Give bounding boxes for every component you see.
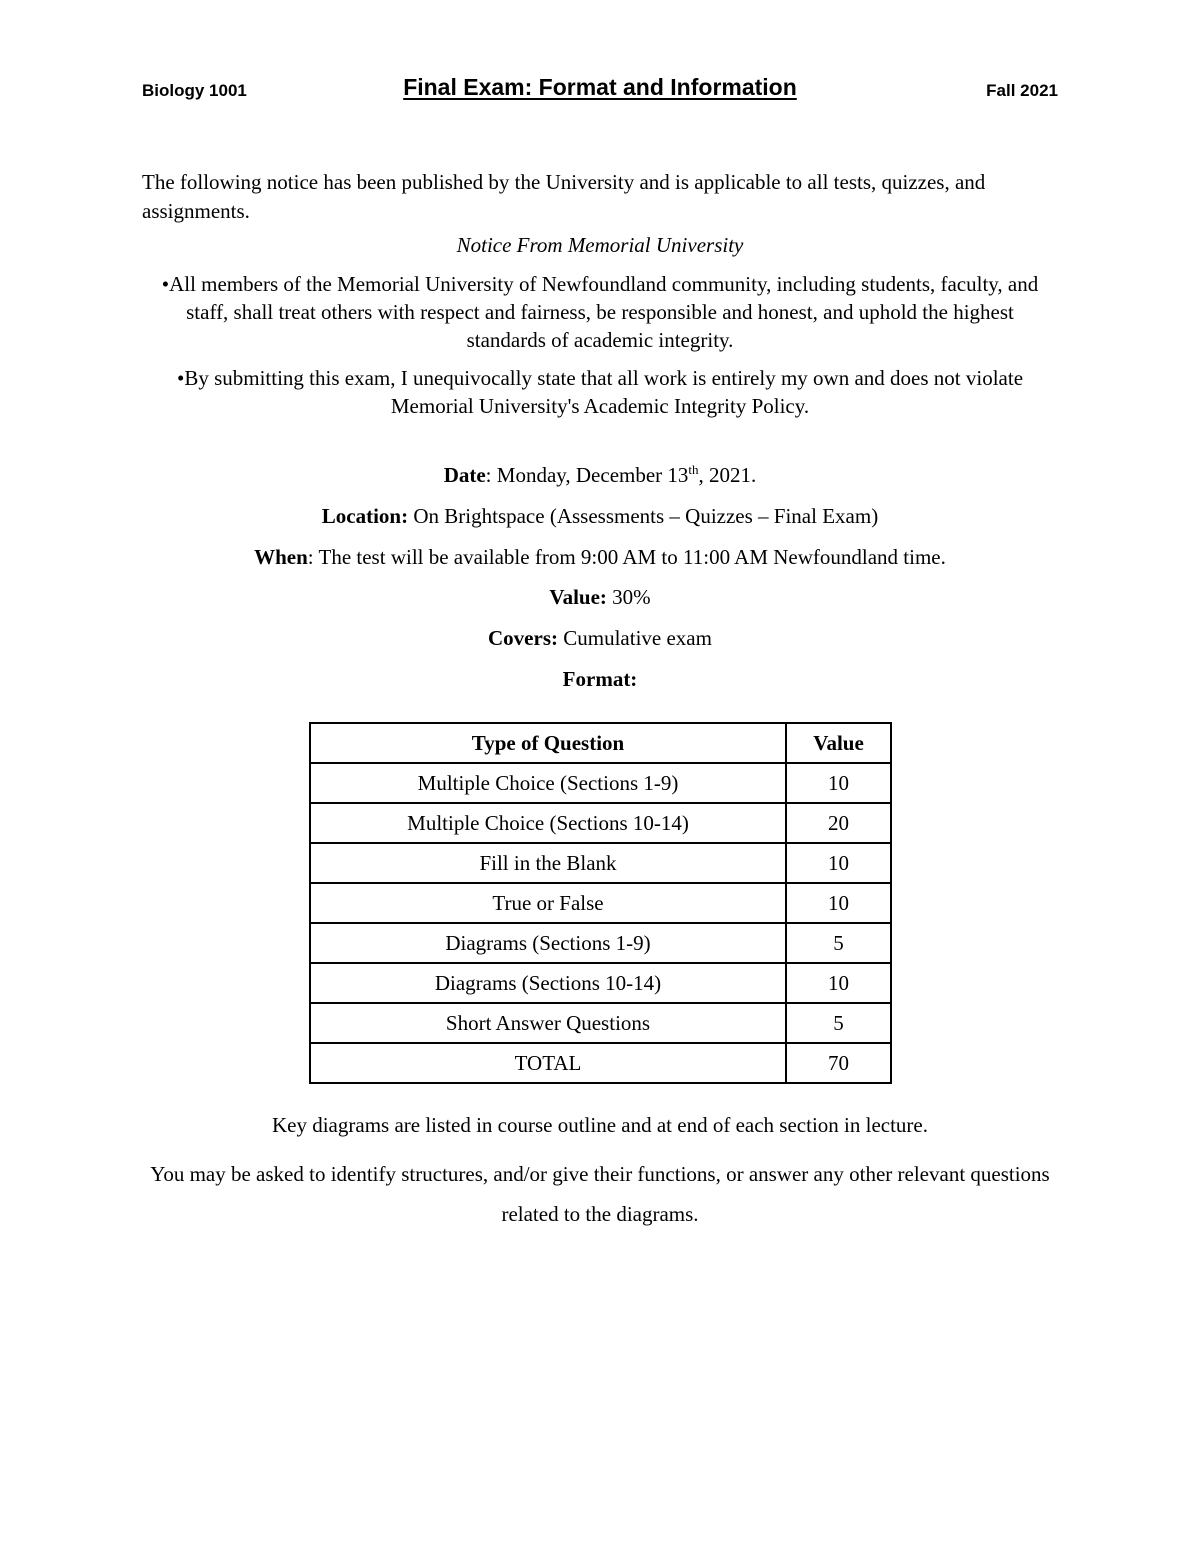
diagram-instructions: You may be asked to identify structures, and/or give their functions, or answer any other relevant questions related to the diagrams. [150, 1162, 1050, 1226]
question-type-cell: Diagrams (Sections 1-9) [310, 923, 786, 963]
table-row [310, 1003, 891, 1043]
notice-paragraph-integrity: •By submitting this exam, I unequivocally state that all work is entirely my own and does not violate Memorial University's Academic Integrity Policy. [176, 366, 1024, 418]
question-type-cell: True or False [310, 883, 786, 923]
table-row [310, 923, 891, 963]
question-type-cell: Multiple Choice (Sections 1-9) [310, 763, 786, 803]
diagram-note: Key diagrams are listed in course outline and at end of each section in lecture. [271, 1113, 928, 1137]
table-row [310, 803, 891, 843]
question-value-cell: 5 [786, 923, 891, 963]
page-header [0, 74, 1200, 108]
intro-paragraph: The following notice has been published by the University and is applicable to all tests, quizzes, and assignments. [142, 170, 986, 223]
column-header-type: Type of Question [310, 723, 786, 763]
document-title: Final Exam: Format and Information [403, 74, 797, 100]
course-name: Biology 1001 [142, 81, 247, 100]
term-label: Fall 2021 [986, 81, 1058, 100]
exam-value: Value: 30% [549, 585, 651, 609]
notice-title: Notice From Memorial University [456, 233, 744, 257]
total-label-cell: TOTAL [310, 1043, 786, 1083]
table-row [310, 763, 891, 803]
question-value-cell: 10 [786, 963, 891, 1003]
notice-paragraph-respect: •All members of the Memorial University of Newfoundland community, including students, faculty, and staff, shall treat others with respect and fairness, be responsible and honest, and uphold the highest standards of academic integrity. [161, 272, 1039, 352]
question-value-cell: 10 [786, 763, 891, 803]
table-total-row [310, 1043, 891, 1083]
total-value-cell: 70 [786, 1043, 891, 1083]
exam-location: Location: On Brightspace (Assessments – Quizzes – Final Exam) [321, 504, 879, 528]
question-value-cell: 20 [786, 803, 891, 843]
column-header-value: Value [786, 723, 891, 763]
exam-coverage: Covers: Cumulative exam [488, 626, 712, 650]
question-type-cell: Diagrams (Sections 10-14) [310, 963, 786, 1003]
question-type-cell: Multiple Choice (Sections 10-14) [310, 803, 786, 843]
table-header-row [310, 723, 891, 763]
exam-time: When: The test will be available from 9:00 AM to 11:00 AM Newfoundland time. [254, 545, 946, 569]
exam-date: Date: Monday, December 13th, 2021. [443, 462, 757, 487]
format-heading: Format: [562, 667, 638, 691]
question-value-cell: 10 [786, 843, 891, 883]
table-row [310, 843, 891, 883]
table-row [310, 963, 891, 1003]
question-value-cell: 10 [786, 883, 891, 923]
format-table [309, 722, 892, 1084]
question-type-cell: Short Answer Questions [310, 1003, 786, 1043]
question-value-cell: 5 [786, 1003, 891, 1043]
table-row [310, 883, 891, 923]
question-type-cell: Fill in the Blank [310, 843, 786, 883]
